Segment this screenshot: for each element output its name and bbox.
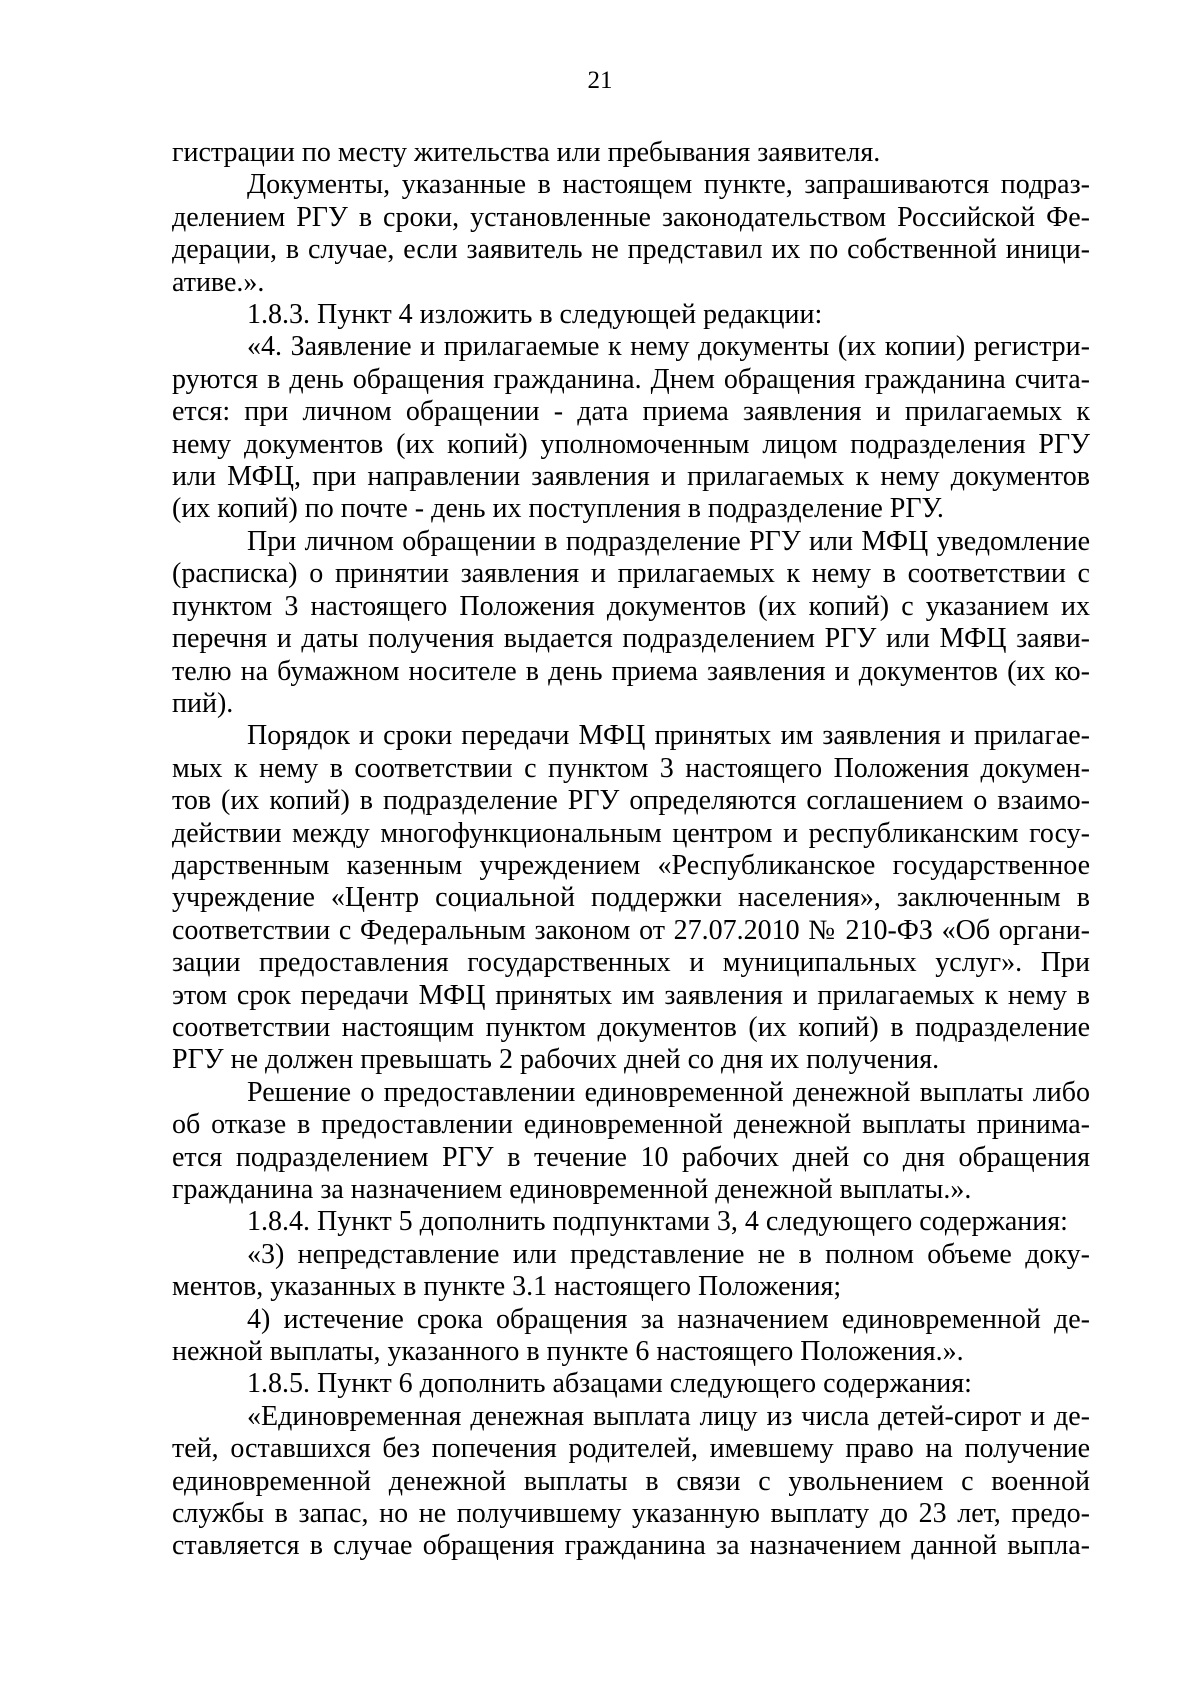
text-line: об отказе в предоставлении единовременной денежной выплаты принима- — [172, 1109, 1090, 1141]
text-line: пий). — [172, 687, 234, 719]
text-line: учреждение «Центр социальной поддержки населения», заключенным в — [172, 882, 1090, 914]
text-line: или МФЦ, при направлении заявления и прилагаемых к нему документов — [172, 461, 1090, 493]
text-line: 1.8.3. Пункт 4 изложить в следующей редакции: — [247, 299, 823, 331]
text-line: ставляется в случае обращения гражданина за назначением данной выпла- — [172, 1530, 1090, 1562]
text-line: дарственным казенным учреждением «Республиканское государственное — [172, 849, 1090, 881]
text-line: соответствии с Федеральным законом от 27.07.2010 № 210-ФЗ «Об органи- — [172, 914, 1090, 946]
text-line: службы в запас, но не получившему указанную выплату до 23 лет, предо- — [172, 1498, 1090, 1530]
text-line: нему документов (их копий) уполномоченным лицом подразделения РГУ — [172, 428, 1090, 460]
text-line: Порядок и сроки передачи МФЦ принятых им заявления и прилагае- — [247, 720, 1090, 752]
text-line: гражданина за назначением единовременной денежной выплаты.». — [172, 1174, 972, 1205]
text-line: «4. Заявление и прилагаемые к нему документы (их копии) регистри- — [247, 331, 1090, 363]
page-number: 21 — [587, 67, 613, 94]
text-line: «Единовременная денежная выплата лицу из числа детей-сирот и де- — [247, 1400, 1090, 1432]
text-line: (расписка) о принятии заявления и прилагаемых к нему в соответствии с — [172, 558, 1090, 590]
text-line: дерации, в случае, если заявитель не представил их по собственной иници- — [172, 234, 1090, 266]
text-line: (их копий) по почте - день их поступления в подразделение РГУ. — [172, 493, 944, 525]
text-line: «3) непредставление или представление не в полном объеме доку- — [247, 1238, 1090, 1270]
text-line: 4) истечение срока обращения за назначением единовременной де- — [247, 1303, 1090, 1335]
text-line: зации предоставления государственных и муниципальных услуг». При — [172, 947, 1090, 979]
text-line: ментов, указанных в пункте 3.1 настоящего Положения; — [172, 1271, 842, 1303]
document-body — [172, 137, 1090, 1563]
text-line: этом срок передачи МФЦ принятых им заявления и прилагаемых к нему в — [172, 979, 1090, 1011]
text-line: нежной выплаты, указанного в пункте 6 настоящего Положения.». — [172, 1336, 964, 1368]
text-line: При личном обращении в подразделение РГУ или МФЦ уведомление — [247, 525, 1090, 557]
text-line: ется: при личном обращении - дата приема заявления и прилагаемых к — [172, 396, 1090, 428]
text-line: Документы, указанные в настоящем пункте, запрашиваются подраз- — [247, 169, 1090, 201]
text-line: соответствии настоящим пунктом документов (их копий) в подразделение — [172, 1011, 1090, 1043]
text-line: ативе.». — [172, 266, 265, 298]
text-line: ется подразделением РГУ в течение 10 рабочих дней со дня обращения — [172, 1141, 1090, 1173]
text-line: 1.8.4. Пункт 5 дополнить подпунктами 3, 4 следующего содержания: — [247, 1206, 1068, 1238]
text-line: единовременной денежной выплаты в связи с увольнением с военной — [172, 1465, 1090, 1497]
text-line: мых к нему в соответствии с пунктом 3 настоящего Положения докумен- — [172, 752, 1090, 784]
text-line: РГУ не должен превышать 2 рабочих дней со дня их получения. — [172, 1044, 940, 1076]
text-line: телю на бумажном носителе в день приема заявления и документов (их ко- — [172, 655, 1090, 687]
text-line: руются в день обращения гражданина. Днем обращения гражданина счита- — [172, 363, 1090, 395]
text-line: гистрации по месту жительства или пребывания заявителя. — [172, 137, 881, 168]
text-line: тей, оставшихся без попечения родителей, имевшему право на получение — [172, 1433, 1090, 1465]
text-line: тов (их копий) в подразделение РГУ определяются соглашением о взаимо- — [172, 785, 1090, 817]
text-line: пунктом 3 настоящего Положения документов (их копий) с указанием их — [172, 590, 1090, 622]
text-line: делением РГУ в сроки, установленные законодательством Российской Фе- — [172, 201, 1090, 233]
text-line: действии между многофункциональным центром и республиканским госу- — [172, 817, 1090, 849]
text-line: перечня и даты получения выдается подразделением РГУ или МФЦ заяви- — [172, 623, 1090, 655]
text-line: Решение о предоставлении единовременной денежной выплаты либо — [247, 1076, 1090, 1108]
text-line: 1.8.5. Пункт 6 дополнить абзацами следующего содержания: — [247, 1368, 972, 1400]
